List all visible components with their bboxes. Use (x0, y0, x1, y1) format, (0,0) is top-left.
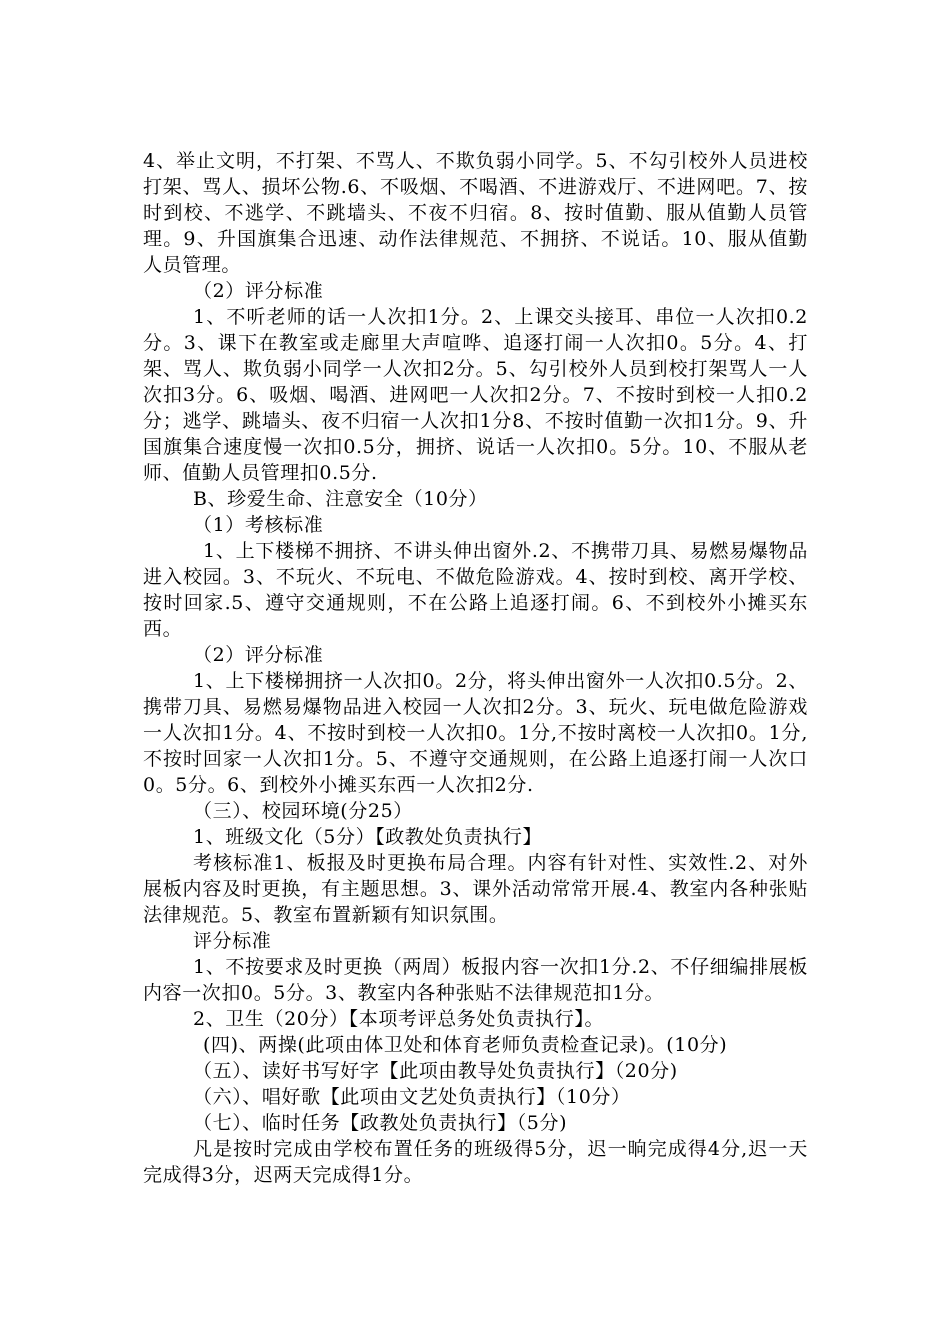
paragraph-scoring-c: 1、不按要求及时更换（两周）板报内容一次扣1分.2、不仔细编排展板内容一次扣0。5分。3、教室内各种张贴不法律规范扣1分。 (143, 956, 808, 1004)
heading-singing: （六）、唱好歌【此项由文艺处负责执行】（10分） (193, 1086, 631, 1108)
heading-scoring-standard-a: （2）评分标准 (193, 280, 324, 302)
heading-scoring-standard-b: （2）评分标准 (193, 644, 324, 666)
heading-scoring-standard-c: 评分标准 (193, 930, 272, 952)
paragraph-scoring-b: 1、上下楼梯拥挤一人次扣0。2分，将头伸出窗外一人次扣0.5分。2、携带刀具、易燃易爆物品进入校园一人次扣2分。3、玩火、玩电做危险游戏一人次扣1分。4、不按时到校一人次扣0。1分,不按时离校一人次扣0。1分,不按时回家一人次扣1分。5、不遵守交通规则，在公路上追逐打闹一人次口0。5分。6、到校外小摊买东西一人次扣2分. (143, 670, 808, 796)
heading-class-culture: 1、班级文化（5分）【政教处负责执行】 (193, 826, 543, 848)
heading-temporary-tasks: （七）、临时任务【政教处负责执行】（5分) (193, 1112, 568, 1134)
heading-section-b: B、珍爱生命、注意安全（10分） (193, 488, 488, 510)
heading-reading-writing: （五）、读好书写好字【此项由教导处负责执行】（20分) (193, 1060, 678, 1082)
paragraph-temporary-tasks: 凡是按时完成由学校布置任务的班级得5分，迟一晌完成得4分,迟一天完成得3分，迟两天完成得1分。 (143, 1138, 808, 1186)
heading-assessment-standard-b: （1）考核标准 (193, 514, 324, 536)
heading-two-exercises: (四)、两操(此项由体卫处和体育老师负责检查记录)。(10分) (203, 1034, 728, 1056)
heading-campus-environment: （三）、校园环境(分25） (193, 800, 413, 822)
paragraph-conduct-rules: 4、举止文明，不打架、不骂人、不欺负弱小同学。5、不勾引校外人员进校打架、骂人、损坏公物.6、不吸烟、不喝酒、不进游戏厅、不进网吧。7、按时到校、不逃学、不跳墙头、不夜不归宿。8、按时值勤、服从值勤人员管理。9、升国旗集合迅速、动作法律规范、不拥挤、不说话。10、服从值勤人员管理。 (143, 150, 808, 276)
paragraph-assessment-b: 1、上下楼梯不拥挤、不讲头伸出窗外.2、不携带刀具、易燃易爆物品进入校园。3、不玩火、不玩电、不做危险游戏。4、按时到校、离开学校、按时回家.5、遵守交通规则，不在公路上追逐打闹。6、不到校外小摊买东西。 (143, 540, 808, 640)
document-body (143, 148, 808, 1188)
paragraph-class-culture-assessment: 考核标准1、板报及时更换布局合理。内容有针对性、实效性.2、对外展板内容及时更换，有主题思想。3、课外活动常常开展.4、教室内各种张贴法律规范。5、教室布置新颖有知识氛围。 (143, 852, 808, 926)
paragraph-scoring-a: 1、不听老师的话一人次扣1分。2、上课交头接耳、串位一人次扣0.2分。3、课下在教室或走廊里大声喧哗、追逐打闹一人次扣0。5分。4、打架、骂人、欺负弱小同学一人次扣2分。5、勾引校外人员到校打架骂人一人次扣3分。6、吸烟、喝酒、进网吧一人次扣2分。7、不按时到校一人扣0.2分；逃学、跳墙头、夜不归宿一人次扣1分8、不按时值勤一次扣1分。9、升国旗集合速度慢一次扣0.5分，拥挤、说话一人次扣0。5分。10、不服从老师、值勤人员管理扣0.5分. (143, 306, 808, 484)
heading-hygiene: 2、卫生（20分）【本项考评总务处负责执行】。 (193, 1008, 605, 1030)
